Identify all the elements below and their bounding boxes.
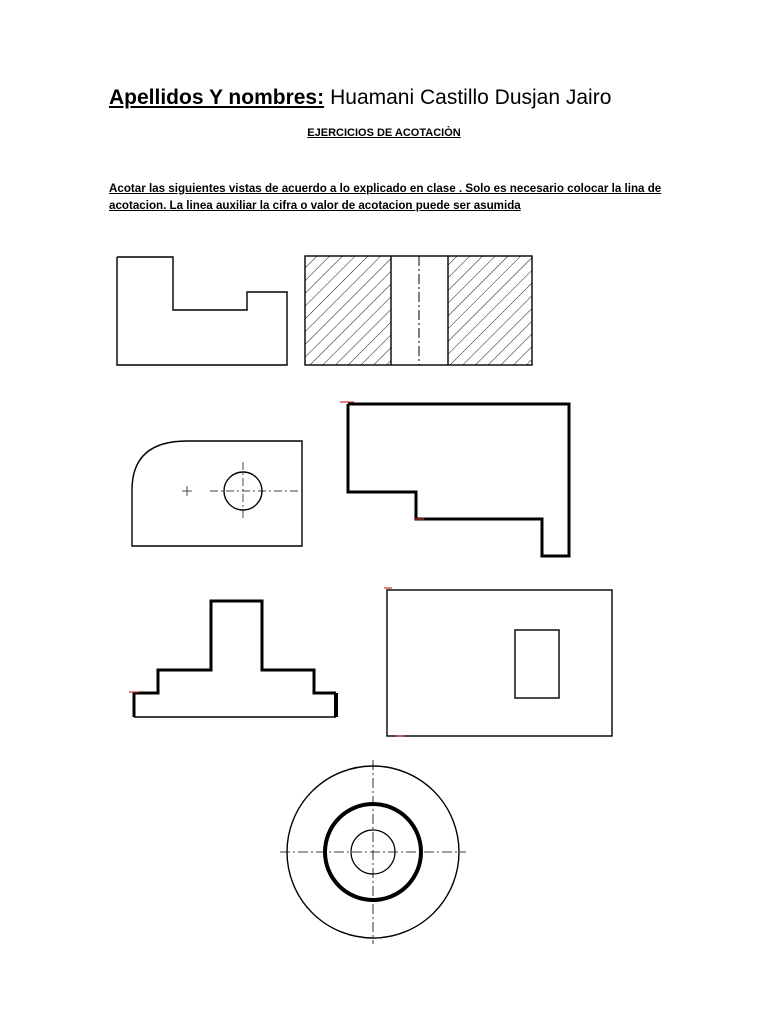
inverted-t-profile-view — [129, 601, 336, 717]
rounded-plate-with-hole-view — [132, 441, 302, 546]
instructions-text: Acotar las siguientes vistas de acuerdo a lo explicado en clase . Solo es necesario colocar la lina de acotacion. La linea auxiliar la cifra o valor de acotacion puede ser asumida — [109, 182, 662, 212]
name-label: Apellidos Y nombres: — [109, 86, 325, 109]
rectangle-with-slot-view — [384, 588, 612, 736]
student-name: Huamani Castillo Dusjan Jairo — [330, 86, 612, 109]
concentric-circles-view — [280, 760, 466, 944]
notched-block-view — [340, 402, 569, 556]
stepped-profile-view — [117, 257, 287, 365]
exercise-title: EJERCICIOS DE ACOTACIÒN — [307, 127, 461, 139]
hatched-section-view — [305, 256, 532, 365]
